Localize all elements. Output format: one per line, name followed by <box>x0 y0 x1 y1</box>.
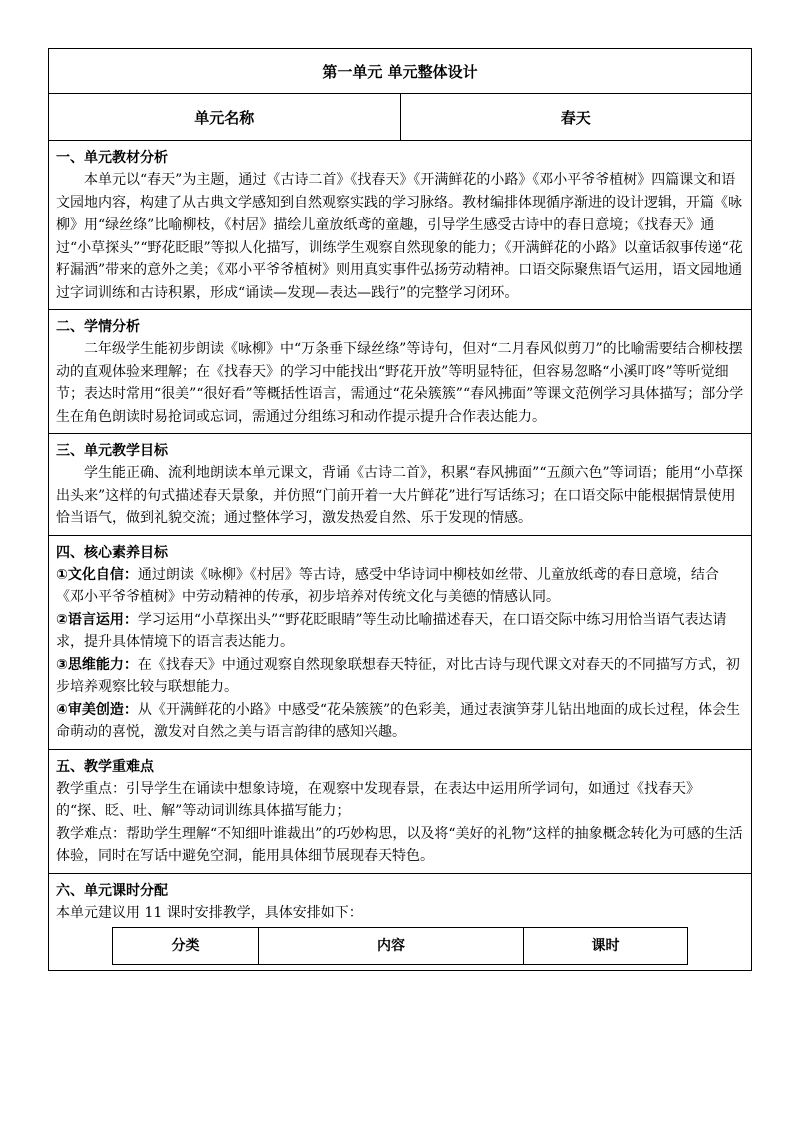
section-heading: 六、单元课时分配 <box>56 882 168 899</box>
document-title: 第一单元 单元整体设计 <box>48 48 752 94</box>
literacy-item-culture: ①文化自信：通过朗读《咏柳》《村居》等古诗，感受中华诗词中柳枝如丝带、儿童放纸鸢的春日意境，结合《邓小平爷爷植树》中劳动精神的传承，初步培养对传统文化与美德的情感认同。 <box>56 566 719 605</box>
section-key-difficult-points <box>48 749 752 874</box>
section-textbook-analysis <box>48 140 752 310</box>
literacy-item-aesthetic: ④审美创造：从《开满鲜花的小路》中感受“花朵簇簇”的色彩美，通过表演笋芽儿钻出地面的成长过程，体会生命萌动的喜悦，激发对自然之美与语言韵律的感知兴趣。 <box>56 701 741 740</box>
section-learner-analysis <box>48 309 752 434</box>
allocation-intro: 本单元建议用 11 课时安排教学，具体安排如下： <box>56 904 363 921</box>
section-heading: 五、教学重难点 <box>56 758 154 775</box>
section-body: 二年级学生能初步朗读《咏柳》中“万条垂下绿丝绦”等诗句，但对“二月春风似剪刀”的比喻需要结合柳枝摆动的直观体验来理解；在《找春天》的学习中能找出“野花开放”等明显特征，但容易忽略“小溪叮咚”等听觉细节；表达时常用“很美”“很好看”等概括性语言，需通过“花朵簇簇”“春风拂面”等课文范例学习具体描写；部分学生在角色朗读时易抢词或忘词，需通过分组练习和动作提示提升合作表达能力。 <box>56 341 744 425</box>
unit-name-value: 春天 <box>400 94 752 140</box>
unit-name-row <box>48 93 752 141</box>
unit-design-table <box>48 48 752 971</box>
header-hours: 课时 <box>524 928 688 965</box>
literacy-item-thinking: ③思维能力：在《找春天》中通过观察自然现象联想春天特征，对比古诗与现代课文对春天的不同描写方式，初步培养观察比较与联想能力。 <box>56 656 740 695</box>
allocation-table <box>112 927 688 965</box>
section-core-literacy <box>48 535 752 750</box>
key-points: 教学重点：引导学生在诵读中想象诗境，在观察中发现春景，在表达中运用所学词句，如通过《找春天》的“探、眨、吐、解”等动词训练具体描写能力； <box>56 780 700 819</box>
table-header-row <box>113 928 688 965</box>
difficult-points: 教学难点：帮助学生理解“不知细叶谁裁出”的巧妙构思，以及将“美好的礼物”这样的抽象概念转化为可感的生活体验，同时在写话中避免空洞，能用具体细节展现春天特色。 <box>56 825 743 864</box>
section-body: 学生能正确、流利地朗读本单元课文，背诵《古诗二首》，积累“春风拂面”“五颜六色”等词语；能用“小草探出头来”这样的句式描述春天景象，并仿照“门前开着一大片鲜花”进行写话练习；在口语交际中能根据情景使用恰当语气，做到礼貌交流；通过整体学习，激发热爱自然、乐于发现的情感。 <box>56 465 743 526</box>
section-teaching-objectives <box>48 433 752 536</box>
section-heading: 三、单元教学目标 <box>56 443 168 459</box>
section-body: 本单元以“春天”为主题，通过《古诗二首》《找春天》《开满鲜花的小路》《邓小平爷爷植树》四篇课文和语文园地内容，构建了从古典文学感知到自然观察实践的学习脉络。教材编排体现循序渐进的设计逻辑，开篇《咏柳》用“绿丝绦”比喻柳枝，《村居》描绘儿童放纸鸢的童趣，引导学生感受古诗中的春日意境；《找春天》通过“小草探头”“野花眨眼”等拟人化描写，训练学生观察自然现象的能力；《开满鲜花的小路》以童话叙事传递“花籽漏洒”带来的意外之美；《邓小平爷爷植树》则用真实事件弘扬劳动精神。口语交际聚焦语气运用，语文园地通过字词训练和古诗积累，形成“诵读—发现—表达—践行”的完整学习闭环。 <box>56 172 743 301</box>
section-heading: 二、学情分析 <box>56 319 140 335</box>
header-category: 分类 <box>113 928 259 965</box>
section-lesson-allocation <box>48 873 752 972</box>
section-heading: 四、核心素养目标 <box>56 544 168 561</box>
literacy-item-language: ②语言运用：学习运用“小草探出头”“野花眨眼睛”等生动比喻描述春天，在口语交际中练习用恰当语气表达请求，提升具体情境下的语言表达能力。 <box>56 611 727 650</box>
section-heading: 一、单元教材分析 <box>56 150 168 166</box>
unit-name-label: 单元名称 <box>194 108 255 127</box>
header-content: 内容 <box>259 928 524 965</box>
